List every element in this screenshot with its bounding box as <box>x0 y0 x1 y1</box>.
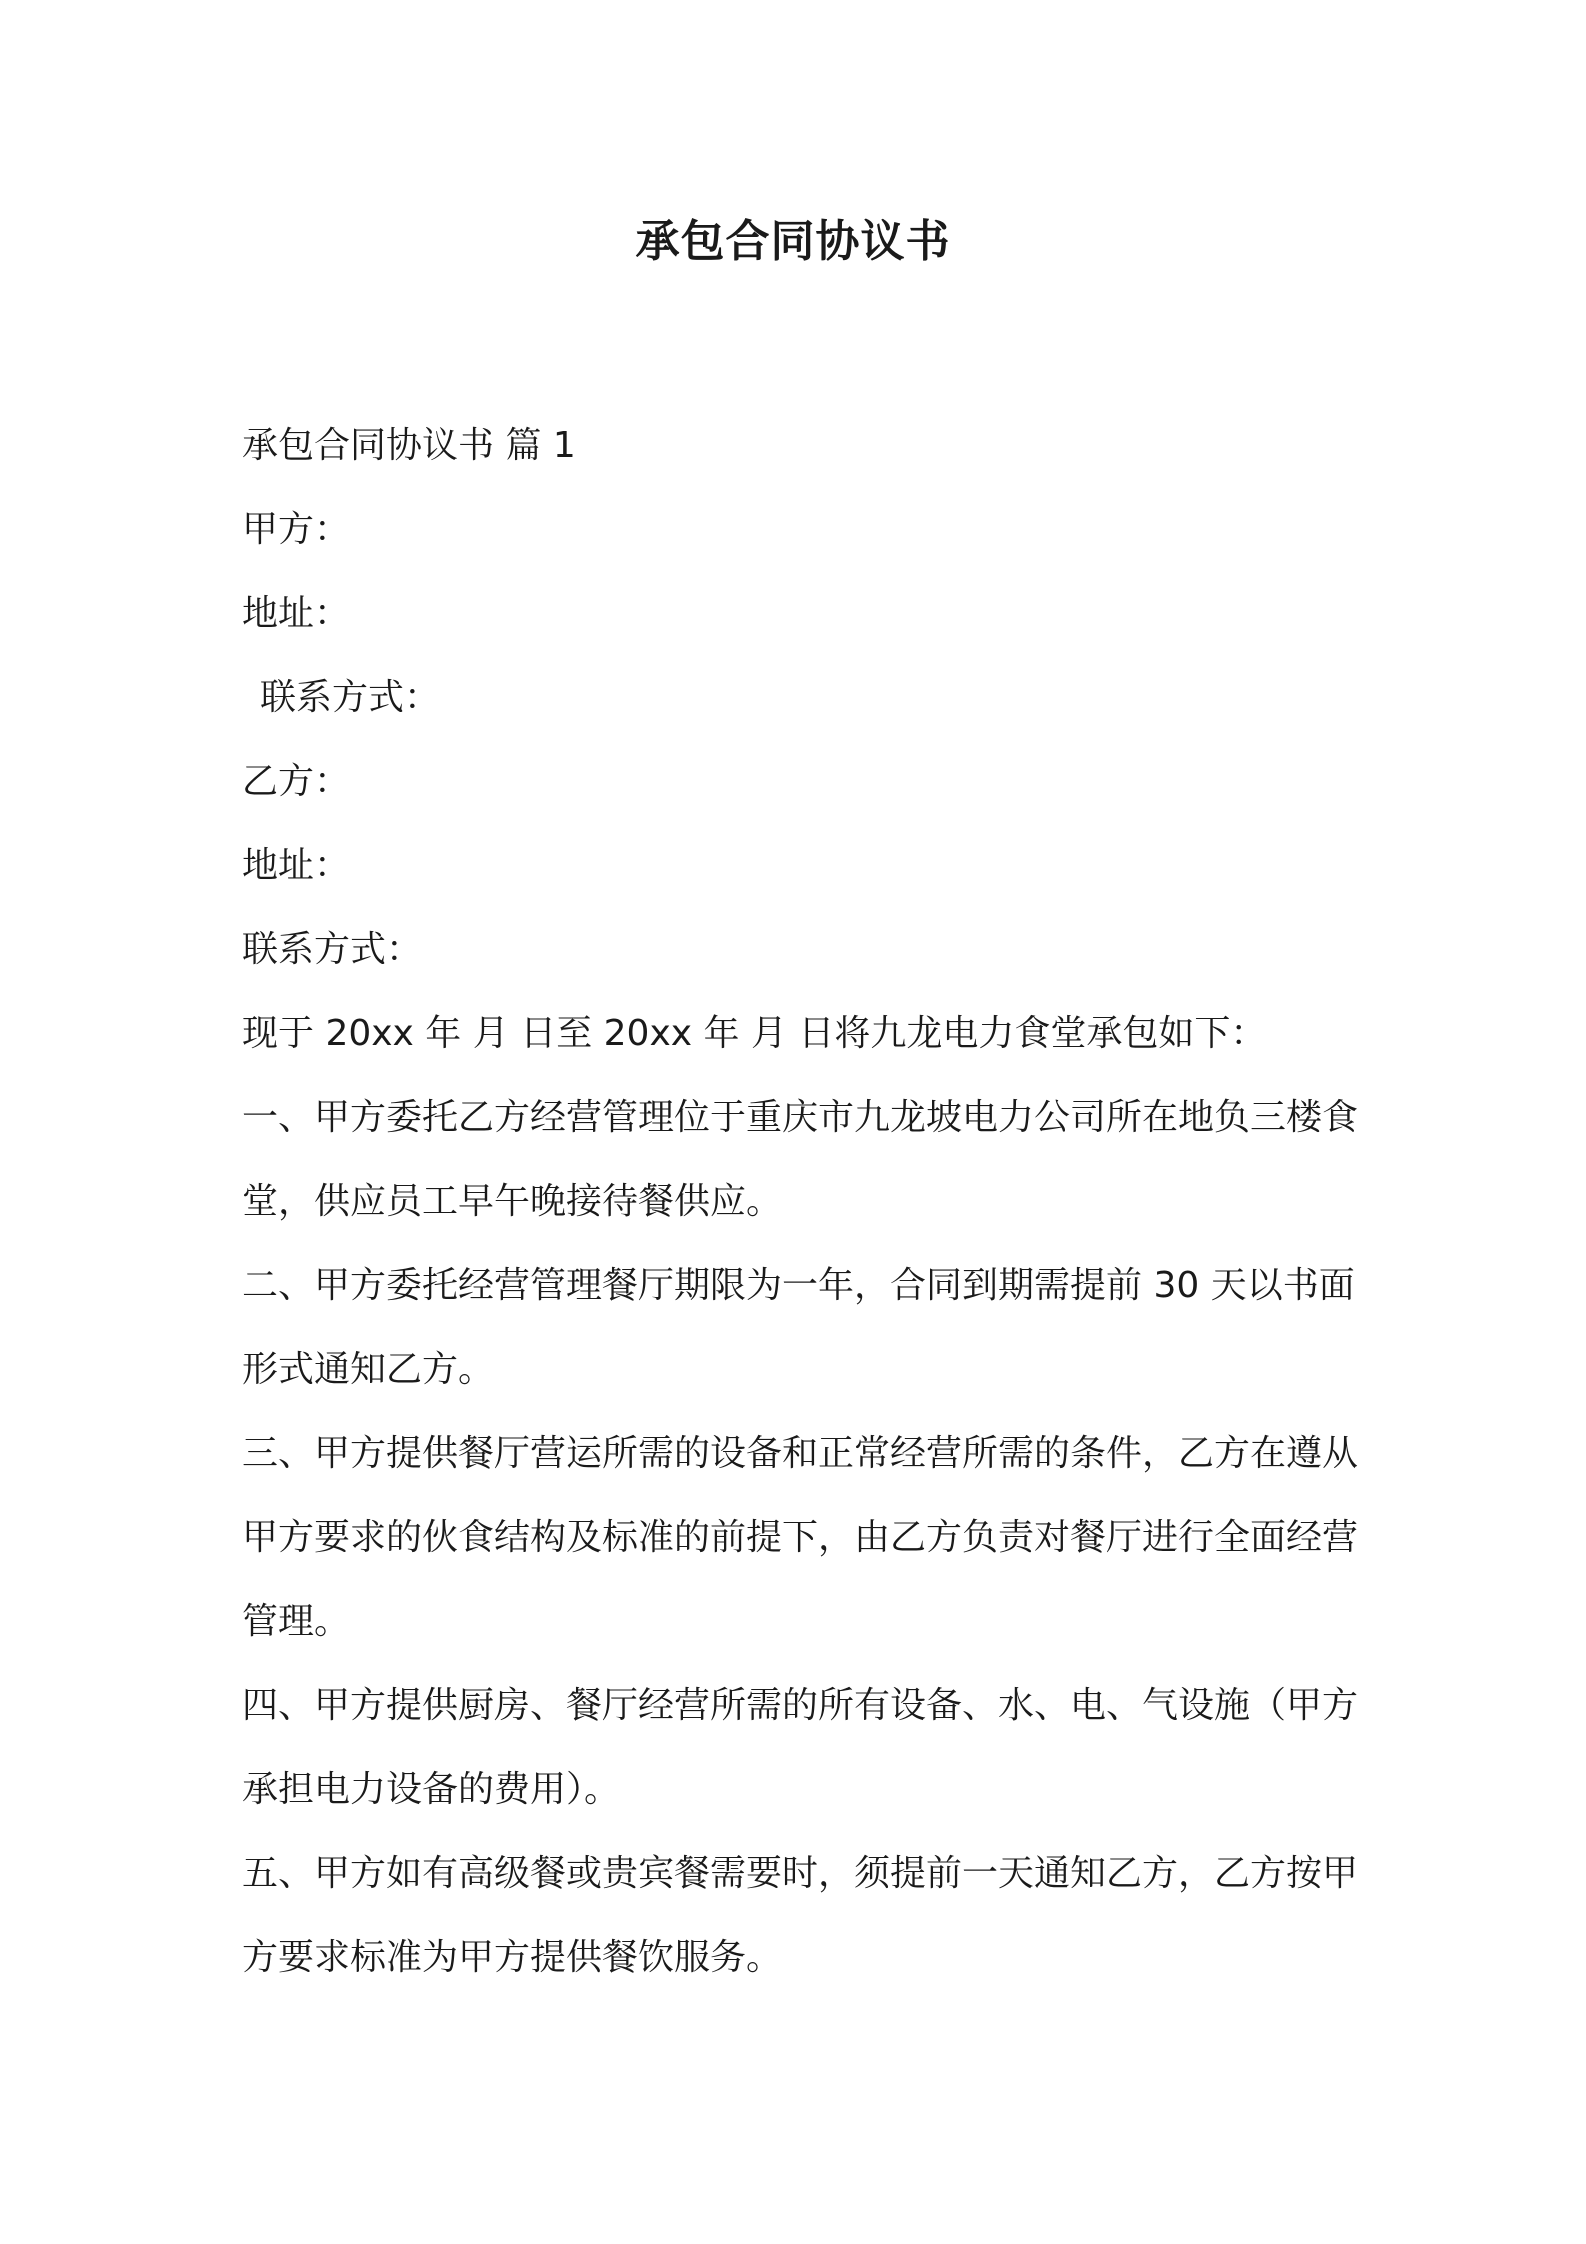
clause-1: 一、甲方委托乙方经营管理位于重庆市九龙坡电力公司所在地负三楼食堂，供应员工早午晚接待餐供应。 <box>242 1097 1359 1222</box>
contract-period-paragraph: 现于 20xx 年 月 日至 20xx 年 月 日将九龙电力食堂承包如下： <box>242 1013 1267 1054</box>
party-a-label: 甲方： <box>242 509 351 550</box>
document-body <box>242 404 1362 2000</box>
clause-2: 二、甲方委托经营管理餐厅期限为一年，合同到期需提前 30 天以书面形式通知乙方。 <box>242 1265 1355 1390</box>
document-title: 承包合同协议书 <box>635 216 951 267</box>
party-b-label: 乙方： <box>242 761 351 802</box>
section-heading: 承包合同协议书 篇 1 <box>242 425 576 466</box>
clause-3: 三、甲方提供餐厅营运所需的设备和正常经营所需的条件，乙方在遵从甲方要求的伙食结构及标准的前提下，由乙方负责对餐厅进行全面经营管理。 <box>242 1433 1359 1642</box>
party-a-address-label: 地址： <box>242 593 351 634</box>
clause-5: 五、甲方如有高级餐或贵宾餐需要时，须提前一天通知乙方，乙方按甲方要求标准为甲方提供餐饮服务。 <box>242 1853 1359 1978</box>
party-a-contact-label: 联系方式： <box>260 677 441 718</box>
party-b-contact-label: 联系方式： <box>242 929 423 970</box>
clause-4: 四、甲方提供厨房、餐厅经营所需的所有设备、水、电、气设施（甲方承担电力设备的费用）。 <box>242 1685 1359 1810</box>
party-b-address-label: 地址： <box>242 845 351 886</box>
